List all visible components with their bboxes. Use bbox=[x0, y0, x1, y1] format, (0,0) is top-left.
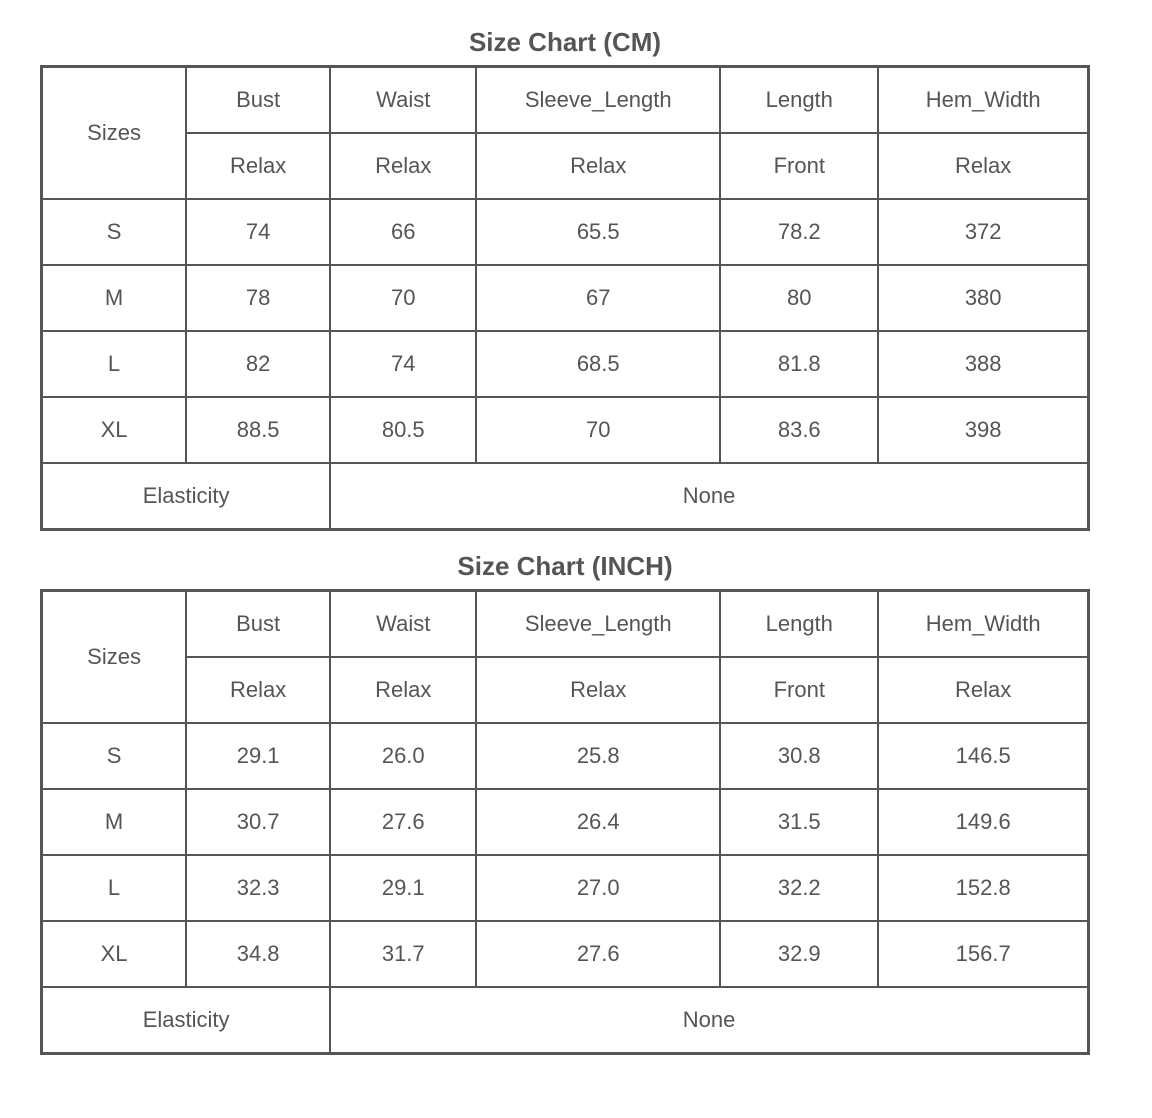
elasticity-row bbox=[43, 464, 1087, 528]
header-cell: Bust bbox=[187, 592, 329, 656]
value-cell: 66 bbox=[331, 200, 475, 264]
value-cell: 388 bbox=[879, 332, 1087, 396]
size-cell: XL bbox=[43, 398, 185, 462]
value-cell: 81.8 bbox=[721, 332, 877, 396]
header-cell: Sleeve_Length bbox=[477, 68, 719, 132]
header-row bbox=[43, 68, 1087, 132]
value-cell: 68.5 bbox=[477, 332, 719, 396]
size-cell: S bbox=[43, 724, 185, 788]
value-cell: 30.7 bbox=[187, 790, 329, 854]
elasticity-label: Elasticity bbox=[43, 988, 329, 1052]
value-cell: 74 bbox=[187, 200, 329, 264]
table-row bbox=[43, 266, 1087, 330]
table-row bbox=[43, 332, 1087, 396]
size-cell: M bbox=[43, 790, 185, 854]
value-cell: 27.6 bbox=[331, 790, 475, 854]
table-row bbox=[43, 724, 1087, 788]
value-cell: 380 bbox=[879, 266, 1087, 330]
value-cell: 31.7 bbox=[331, 922, 475, 986]
header-cell: Waist bbox=[331, 68, 475, 132]
value-cell: 29.1 bbox=[187, 724, 329, 788]
size-chart-cm-title: Size Chart (CM) bbox=[468, 27, 662, 57]
table-row bbox=[43, 790, 1087, 854]
size-cell: XL bbox=[43, 922, 185, 986]
value-cell: 32.3 bbox=[187, 856, 329, 920]
subheader-cell: Relax bbox=[879, 134, 1087, 198]
value-cell: 32.2 bbox=[721, 856, 877, 920]
table-row bbox=[43, 398, 1087, 462]
header-cell: Length bbox=[721, 592, 877, 656]
table-row bbox=[43, 922, 1087, 986]
value-cell: 67 bbox=[477, 266, 719, 330]
value-cell: 88.5 bbox=[187, 398, 329, 462]
size-cell: M bbox=[43, 266, 185, 330]
value-cell: 146.5 bbox=[879, 724, 1087, 788]
value-cell: 83.6 bbox=[721, 398, 877, 462]
value-cell: 372 bbox=[879, 200, 1087, 264]
elasticity-row bbox=[43, 988, 1087, 1052]
subheader-row bbox=[43, 134, 1087, 198]
value-cell: 27.6 bbox=[477, 922, 719, 986]
value-cell: 25.8 bbox=[477, 724, 719, 788]
value-cell: 74 bbox=[331, 332, 475, 396]
elasticity-value: None bbox=[331, 988, 1087, 1052]
value-cell: 30.8 bbox=[721, 724, 877, 788]
subheader-cell: Relax bbox=[477, 658, 719, 722]
elasticity-value: None bbox=[331, 464, 1087, 528]
subheader-cell: Relax bbox=[331, 658, 475, 722]
header-cell: Sleeve_Length bbox=[477, 592, 719, 656]
subheader-cell: Relax bbox=[187, 658, 329, 722]
table-row bbox=[43, 856, 1087, 920]
value-cell: 80 bbox=[721, 266, 877, 330]
value-cell: 149.6 bbox=[879, 790, 1087, 854]
size-chart-inch-table bbox=[40, 589, 1090, 1055]
value-cell: 29.1 bbox=[331, 856, 475, 920]
header-cell: Bust bbox=[187, 68, 329, 132]
header-cell: Waist bbox=[331, 592, 475, 656]
subheader-cell: Relax bbox=[331, 134, 475, 198]
value-cell: 65.5 bbox=[477, 200, 719, 264]
size-chart-inch-title: Size Chart (INCH) bbox=[457, 551, 673, 581]
value-cell: 70 bbox=[331, 266, 475, 330]
table-row bbox=[43, 200, 1087, 264]
value-cell: 78.2 bbox=[721, 200, 877, 264]
size-cell: L bbox=[43, 332, 185, 396]
sizes-header: Sizes bbox=[43, 68, 185, 198]
header-cell: Length bbox=[721, 68, 877, 132]
value-cell: 26.0 bbox=[331, 724, 475, 788]
elasticity-label: Elasticity bbox=[43, 464, 329, 528]
size-chart-cm-table bbox=[40, 65, 1090, 531]
value-cell: 70 bbox=[477, 398, 719, 462]
header-cell: Hem_Width bbox=[879, 68, 1087, 132]
sizes-header: Sizes bbox=[43, 592, 185, 722]
value-cell: 80.5 bbox=[331, 398, 475, 462]
value-cell: 27.0 bbox=[477, 856, 719, 920]
subheader-cell: Front bbox=[721, 658, 877, 722]
value-cell: 78 bbox=[187, 266, 329, 330]
value-cell: 156.7 bbox=[879, 922, 1087, 986]
size-cell: L bbox=[43, 856, 185, 920]
value-cell: 34.8 bbox=[187, 922, 329, 986]
subheader-row bbox=[43, 658, 1087, 722]
value-cell: 398 bbox=[879, 398, 1087, 462]
subheader-cell: Relax bbox=[187, 134, 329, 198]
size-cell: S bbox=[43, 200, 185, 264]
value-cell: 152.8 bbox=[879, 856, 1087, 920]
header-row bbox=[43, 592, 1087, 656]
header-cell: Hem_Width bbox=[879, 592, 1087, 656]
subheader-cell: Relax bbox=[477, 134, 719, 198]
value-cell: 26.4 bbox=[477, 790, 719, 854]
value-cell: 32.9 bbox=[721, 922, 877, 986]
subheader-cell: Front bbox=[721, 134, 877, 198]
value-cell: 31.5 bbox=[721, 790, 877, 854]
value-cell: 82 bbox=[187, 332, 329, 396]
subheader-cell: Relax bbox=[879, 658, 1087, 722]
